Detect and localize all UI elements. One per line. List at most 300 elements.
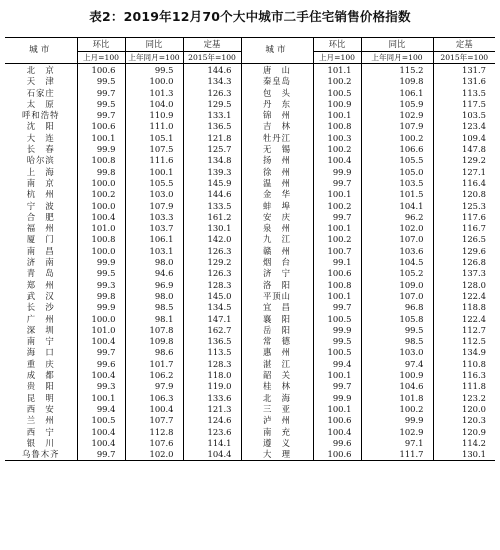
left-city-name: 贵 阳 xyxy=(26,381,55,392)
left-fixed-value: 145.0 xyxy=(183,291,241,302)
left-mom-value: 99.7 xyxy=(77,347,125,358)
left-mom-value: 100.4 xyxy=(77,336,125,347)
left-city-name: 天 津 xyxy=(26,76,55,87)
left-yoy-value: 112.8 xyxy=(125,427,183,438)
right-city-name: 金 华 xyxy=(241,189,313,200)
left-fixed-value: 134.5 xyxy=(183,302,241,313)
left-city-name: 长 春 xyxy=(26,144,55,155)
right-city-name: 湛 江 xyxy=(241,359,313,370)
left-fixed-value: 121.3 xyxy=(183,404,241,415)
left-yoy-value: 96.9 xyxy=(125,280,183,291)
right-city-name: 泸 州 xyxy=(241,415,313,426)
right-mom-value: 100.2 xyxy=(313,201,361,212)
right-city-name: 包 头 xyxy=(241,88,313,99)
right-yoy-value: 100.2 xyxy=(361,133,433,144)
right-fixed-value: 120.8 xyxy=(433,189,495,200)
right-yoy-value: 103.5 xyxy=(361,178,433,189)
left-yoy-value: 111.6 xyxy=(125,155,183,166)
right-fixed-value: 116.3 xyxy=(433,370,495,381)
right-mom-value: 100.1 xyxy=(313,110,361,121)
right-yoy-value: 111.7 xyxy=(361,449,433,461)
right-mom-value: 100.1 xyxy=(313,404,361,415)
left-city-name: 济 南 xyxy=(26,257,55,268)
right-city-name: 三 亚 xyxy=(241,404,313,415)
right-fixed-value: 127.1 xyxy=(433,167,495,178)
left-city-name: 太 原 xyxy=(26,98,55,109)
left-city-name: 西 安 xyxy=(26,403,55,414)
right-fixed-value: 110.8 xyxy=(433,359,495,370)
left-city-name: 厦 门 xyxy=(26,234,55,245)
header-city-right: 城市 xyxy=(241,38,313,64)
right-fixed-value: 126.8 xyxy=(433,257,495,268)
left-mom-value: 100.4 xyxy=(77,438,125,449)
left-city-name: 杭 州 xyxy=(26,189,55,200)
left-fixed-value: 133.1 xyxy=(183,110,241,121)
right-city-name: 北 海 xyxy=(241,393,313,404)
right-mom-value: 100.5 xyxy=(313,314,361,325)
right-yoy-value: 101.5 xyxy=(361,189,433,200)
header-fixed-left: 定基 xyxy=(183,38,241,52)
right-city-name: 扬 州 xyxy=(241,155,313,166)
right-mom-value: 100.7 xyxy=(313,246,361,257)
left-mom-value: 100.0 xyxy=(77,246,125,257)
right-yoy-value: 96.8 xyxy=(361,302,433,313)
right-fixed-value: 123.2 xyxy=(433,393,495,404)
right-yoy-value: 107.0 xyxy=(361,291,433,302)
left-city-name: 哈尔滨 xyxy=(26,155,55,166)
right-fixed-value: 129.2 xyxy=(433,155,495,166)
left-yoy-value: 98.0 xyxy=(125,257,183,268)
right-yoy-value: 102.9 xyxy=(361,427,433,438)
left-fixed-value: 126.3 xyxy=(183,88,241,99)
left-city-name: 石家庄 xyxy=(26,87,55,98)
left-fixed-value: 136.5 xyxy=(183,336,241,347)
right-yoy-value: 97.4 xyxy=(361,359,433,370)
right-city-name: 蚌 埠 xyxy=(241,201,313,212)
table-row xyxy=(5,234,495,245)
table-row xyxy=(5,155,495,166)
left-yoy-value: 107.7 xyxy=(125,415,183,426)
table-row xyxy=(5,359,495,370)
right-fixed-value: 134.9 xyxy=(433,347,495,358)
right-fixed-value: 147.8 xyxy=(433,144,495,155)
left-yoy-value: 100.1 xyxy=(125,167,183,178)
header-yoy-right: 同比 xyxy=(361,38,433,52)
right-yoy-value: 99.9 xyxy=(361,415,433,426)
left-fixed-value: 133.5 xyxy=(183,201,241,212)
right-yoy-value: 106.6 xyxy=(361,144,433,155)
left-yoy-value: 99.5 xyxy=(125,64,183,77)
right-mom-value: 100.2 xyxy=(313,144,361,155)
left-mom-value: 99.7 xyxy=(77,110,125,121)
right-yoy-value: 107.0 xyxy=(361,234,433,245)
right-city-name: 岳 阳 xyxy=(241,325,313,336)
right-fixed-value: 120.9 xyxy=(433,427,495,438)
right-fixed-value: 116.7 xyxy=(433,223,495,234)
right-mom-value: 99.1 xyxy=(313,257,361,268)
right-fixed-value: 125.3 xyxy=(433,201,495,212)
right-mom-value: 100.1 xyxy=(313,291,361,302)
right-city-name: 吉 林 xyxy=(241,121,313,132)
table-row xyxy=(5,212,495,223)
left-yoy-value: 111.0 xyxy=(125,121,183,132)
header-mom-right: 环比 xyxy=(313,38,361,52)
header-yoy-sub-left: 上年同月=100 xyxy=(125,52,183,64)
table-row xyxy=(5,88,495,99)
right-fixed-value: 109.4 xyxy=(433,133,495,144)
right-fixed-value: 131.7 xyxy=(433,64,495,77)
left-fixed-value: 128.3 xyxy=(183,359,241,370)
right-city-name: 襄 阳 xyxy=(241,314,313,325)
right-city-name: 秦皇岛 xyxy=(241,76,313,87)
table-row xyxy=(5,438,495,449)
left-mom-value: 99.3 xyxy=(77,280,125,291)
left-fixed-value: 129.5 xyxy=(183,99,241,110)
left-fixed-value: 133.6 xyxy=(183,393,241,404)
left-fixed-value: 129.2 xyxy=(183,257,241,268)
left-yoy-value: 106.3 xyxy=(125,393,183,404)
left-fixed-value: 130.1 xyxy=(183,223,241,234)
left-city-name: 武 汉 xyxy=(26,290,55,301)
table-row xyxy=(5,325,495,336)
right-yoy-value: 103.6 xyxy=(361,246,433,257)
left-fixed-value: 121.8 xyxy=(183,133,241,144)
right-city-name: 唐 山 xyxy=(241,64,313,77)
left-mom-value: 100.6 xyxy=(77,64,125,77)
right-city-name: 温 州 xyxy=(241,178,313,189)
left-fixed-value: 134.3 xyxy=(183,76,241,87)
right-fixed-value: 113.5 xyxy=(433,88,495,99)
right-fixed-value: 117.6 xyxy=(433,212,495,223)
right-city-name: 桂 林 xyxy=(241,381,313,392)
left-yoy-value: 105.5 xyxy=(125,178,183,189)
right-yoy-value: 115.2 xyxy=(361,64,433,77)
right-fixed-value: 122.4 xyxy=(433,291,495,302)
right-fixed-value: 116.4 xyxy=(433,178,495,189)
left-mom-value: 100.0 xyxy=(77,201,125,212)
header-city-left: 城市 xyxy=(5,38,77,64)
table-row xyxy=(5,336,495,347)
left-yoy-value: 103.0 xyxy=(125,189,183,200)
left-mom-value: 99.8 xyxy=(77,291,125,302)
right-yoy-value: 104.5 xyxy=(361,257,433,268)
left-mom-value: 100.8 xyxy=(77,155,125,166)
right-city-name: 烟 台 xyxy=(241,257,313,268)
left-fixed-value: 125.7 xyxy=(183,144,241,155)
header-mom-sub-left: 上月=100 xyxy=(77,52,125,64)
left-fixed-value: 104.4 xyxy=(183,449,241,461)
left-city-name: 福 州 xyxy=(26,223,55,234)
left-yoy-value: 107.8 xyxy=(125,325,183,336)
left-fixed-value: 114.1 xyxy=(183,438,241,449)
left-city-name: 长 沙 xyxy=(26,302,55,313)
left-mom-value: 99.9 xyxy=(77,302,125,313)
left-mom-value: 99.5 xyxy=(77,99,125,110)
left-fixed-value: 124.6 xyxy=(183,415,241,426)
table-row xyxy=(5,99,495,110)
right-mom-value: 100.1 xyxy=(313,189,361,200)
left-yoy-value: 107.9 xyxy=(125,201,183,212)
left-city-name: 南 昌 xyxy=(26,245,55,256)
right-mom-value: 100.9 xyxy=(313,99,361,110)
price-index-table xyxy=(5,37,495,461)
left-mom-value: 99.5 xyxy=(77,268,125,279)
right-mom-value: 100.1 xyxy=(313,370,361,381)
left-fixed-value: 136.5 xyxy=(183,121,241,132)
left-mom-value: 100.5 xyxy=(77,415,125,426)
table-row xyxy=(5,64,495,77)
right-city-name: 泉 州 xyxy=(241,223,313,234)
left-yoy-value: 104.0 xyxy=(125,99,183,110)
right-yoy-value: 103.0 xyxy=(361,347,433,358)
table-row xyxy=(5,133,495,144)
right-mom-value: 99.9 xyxy=(313,393,361,404)
left-mom-value: 101.0 xyxy=(77,325,125,336)
left-city-name: 重 庆 xyxy=(26,358,55,369)
right-city-name: 遵 义 xyxy=(241,438,313,449)
left-mom-value: 99.8 xyxy=(77,167,125,178)
left-fixed-value: 123.6 xyxy=(183,427,241,438)
right-mom-value: 100.6 xyxy=(313,268,361,279)
right-fixed-value: 123.4 xyxy=(433,121,495,132)
right-city-name: 安 庆 xyxy=(241,212,313,223)
left-yoy-value: 106.2 xyxy=(125,370,183,381)
header-mom-left: 环比 xyxy=(77,38,125,52)
header-fixed-sub-right: 2015年=100 xyxy=(433,52,495,64)
left-city-name: 宁 波 xyxy=(26,200,55,211)
right-fixed-value: 111.8 xyxy=(433,381,495,392)
left-fixed-value: 145.9 xyxy=(183,178,241,189)
left-fixed-value: 139.3 xyxy=(183,167,241,178)
table-row xyxy=(5,201,495,212)
right-mom-value: 100.8 xyxy=(313,280,361,291)
left-mom-value: 101.0 xyxy=(77,223,125,234)
left-mom-value: 100.8 xyxy=(77,234,125,245)
table-row xyxy=(5,268,495,279)
left-yoy-value: 101.7 xyxy=(125,359,183,370)
right-mom-value: 99.9 xyxy=(313,325,361,336)
left-yoy-value: 103.1 xyxy=(125,246,183,257)
right-mom-value: 100.6 xyxy=(313,449,361,461)
left-city-name: 大 连 xyxy=(26,132,55,143)
right-yoy-value: 106.1 xyxy=(361,88,433,99)
left-yoy-value: 100.4 xyxy=(125,404,183,415)
table-row xyxy=(5,427,495,438)
left-yoy-value: 107.5 xyxy=(125,144,183,155)
right-yoy-value: 105.9 xyxy=(361,99,433,110)
right-fixed-value: 122.4 xyxy=(433,314,495,325)
header-fixed-right: 定基 xyxy=(433,38,495,52)
right-mom-value: 99.6 xyxy=(313,438,361,449)
left-fixed-value: 142.0 xyxy=(183,234,241,245)
left-yoy-value: 106.1 xyxy=(125,234,183,245)
right-city-name: 韶 关 xyxy=(241,370,313,381)
left-mom-value: 99.3 xyxy=(77,381,125,392)
left-mom-value: 100.0 xyxy=(77,314,125,325)
table-row xyxy=(5,280,495,291)
left-yoy-value: 107.6 xyxy=(125,438,183,449)
right-yoy-value: 105.8 xyxy=(361,314,433,325)
left-city-name: 青 岛 xyxy=(26,268,55,279)
left-yoy-value: 103.3 xyxy=(125,212,183,223)
table-row xyxy=(5,415,495,426)
table-row xyxy=(5,347,495,358)
right-yoy-value: 102.0 xyxy=(361,223,433,234)
right-yoy-value: 101.8 xyxy=(361,393,433,404)
right-fixed-value: 126.5 xyxy=(433,234,495,245)
right-mom-value: 101.1 xyxy=(313,64,361,77)
right-fixed-value: 120.3 xyxy=(433,415,495,426)
left-fixed-value: 128.3 xyxy=(183,280,241,291)
left-yoy-value: 105.1 xyxy=(125,133,183,144)
left-yoy-value: 98.0 xyxy=(125,291,183,302)
right-mom-value: 100.4 xyxy=(313,155,361,166)
left-yoy-value: 102.0 xyxy=(125,449,183,461)
left-yoy-value: 110.9 xyxy=(125,110,183,121)
table-row xyxy=(5,381,495,392)
right-mom-value: 100.8 xyxy=(313,121,361,132)
left-mom-value: 100.2 xyxy=(77,189,125,200)
table-row xyxy=(5,189,495,200)
right-city-name: 丹 东 xyxy=(241,99,313,110)
left-fixed-value: 161.2 xyxy=(183,212,241,223)
right-fixed-value: 117.5 xyxy=(433,99,495,110)
left-city-name: 广 州 xyxy=(26,313,55,324)
right-yoy-value: 104.6 xyxy=(361,381,433,392)
left-fixed-value: 147.1 xyxy=(183,314,241,325)
right-city-name: 惠 州 xyxy=(241,347,313,358)
left-mom-value: 99.7 xyxy=(77,88,125,99)
right-yoy-value: 109.0 xyxy=(361,280,433,291)
table-row xyxy=(5,257,495,268)
left-mom-value: 100.1 xyxy=(77,393,125,404)
right-yoy-value: 109.8 xyxy=(361,76,433,87)
left-yoy-value: 100.0 xyxy=(125,76,183,87)
right-city-name: 南 充 xyxy=(241,427,313,438)
left-yoy-value: 94.6 xyxy=(125,268,183,279)
header-fixed-sub-left: 2015年=100 xyxy=(183,52,241,64)
left-city-name: 南 京 xyxy=(26,177,55,188)
table-row xyxy=(5,291,495,302)
left-city-name: 西 宁 xyxy=(26,426,55,437)
table-row xyxy=(5,167,495,178)
right-yoy-value: 105.0 xyxy=(361,167,433,178)
right-mom-value: 100.5 xyxy=(313,88,361,99)
left-mom-value: 100.4 xyxy=(77,212,125,223)
left-yoy-value: 98.1 xyxy=(125,314,183,325)
right-city-name: 无 锡 xyxy=(241,144,313,155)
table-row xyxy=(5,302,495,313)
right-fixed-value: 103.5 xyxy=(433,110,495,121)
table-row xyxy=(5,449,495,461)
right-city-name: 平顶山 xyxy=(241,291,313,302)
right-fixed-value: 130.1 xyxy=(433,449,495,461)
right-fixed-value: 112.5 xyxy=(433,336,495,347)
right-city-name: 牡丹江 xyxy=(241,133,313,144)
page-title: 表2：2019年12月70个大中城市二手住宅销售价格指数 xyxy=(89,9,411,24)
right-mom-value: 99.4 xyxy=(313,359,361,370)
right-mom-value: 100.2 xyxy=(313,234,361,245)
left-fixed-value: 126.3 xyxy=(183,246,241,257)
left-mom-value: 99.5 xyxy=(77,76,125,87)
right-fixed-value: 112.7 xyxy=(433,325,495,336)
right-fixed-value: 114.2 xyxy=(433,438,495,449)
right-mom-value: 99.7 xyxy=(313,302,361,313)
left-mom-value: 99.6 xyxy=(77,359,125,370)
right-yoy-value: 105.5 xyxy=(361,155,433,166)
table-row xyxy=(5,370,495,381)
left-city-name: 银 川 xyxy=(26,437,55,448)
left-fixed-value: 134.8 xyxy=(183,155,241,166)
left-mom-value: 99.9 xyxy=(77,144,125,155)
left-fixed-value: 118.0 xyxy=(183,370,241,381)
left-city-name: 沈 阳 xyxy=(26,121,55,132)
left-city-name: 乌鲁木齐 xyxy=(5,449,77,461)
left-city-name: 郑 州 xyxy=(26,279,55,290)
table-row xyxy=(5,393,495,404)
left-yoy-value: 103.7 xyxy=(125,223,183,234)
table-row xyxy=(5,314,495,325)
left-yoy-value: 97.9 xyxy=(125,381,183,392)
right-city-name: 济 宁 xyxy=(241,268,313,279)
left-fixed-value: 113.5 xyxy=(183,347,241,358)
left-fixed-value: 162.7 xyxy=(183,325,241,336)
right-yoy-value: 104.1 xyxy=(361,201,433,212)
right-city-name: 常 德 xyxy=(241,336,313,347)
right-yoy-value: 107.9 xyxy=(361,121,433,132)
right-yoy-value: 100.2 xyxy=(361,404,433,415)
right-city-name: 赣 州 xyxy=(241,246,313,257)
right-mom-value: 100.2 xyxy=(313,76,361,87)
left-city-name: 深 圳 xyxy=(26,324,55,335)
right-fixed-value: 118.8 xyxy=(433,302,495,313)
right-mom-value: 100.4 xyxy=(313,427,361,438)
right-mom-value: 100.6 xyxy=(313,415,361,426)
left-yoy-value: 109.8 xyxy=(125,336,183,347)
right-city-name: 徐 州 xyxy=(241,167,313,178)
right-yoy-value: 102.9 xyxy=(361,110,433,121)
right-yoy-value: 96.2 xyxy=(361,212,433,223)
right-fixed-value: 137.3 xyxy=(433,268,495,279)
left-mom-value: 100.6 xyxy=(77,121,125,132)
right-yoy-value: 105.2 xyxy=(361,268,433,279)
table-row xyxy=(5,110,495,121)
header-yoy-sub-right: 上年同月=100 xyxy=(361,52,433,64)
table-header xyxy=(5,38,495,64)
right-city-name: 洛 阳 xyxy=(241,280,313,291)
table-row xyxy=(5,144,495,155)
left-yoy-value: 98.5 xyxy=(125,302,183,313)
right-fixed-value: 129.6 xyxy=(433,246,495,257)
right-fixed-value: 131.6 xyxy=(433,76,495,87)
right-fixed-value: 128.0 xyxy=(433,280,495,291)
right-mom-value: 100.5 xyxy=(313,347,361,358)
left-mom-value: 100.4 xyxy=(77,370,125,381)
right-yoy-value: 98.5 xyxy=(361,336,433,347)
right-mom-value: 99.7 xyxy=(313,178,361,189)
left-mom-value: 99.4 xyxy=(77,404,125,415)
right-mom-value: 99.5 xyxy=(313,336,361,347)
right-city-name: 锦 州 xyxy=(241,110,313,121)
left-fixed-value: 144.6 xyxy=(183,189,241,200)
left-fixed-value: 119.0 xyxy=(183,381,241,392)
table-row xyxy=(5,76,495,87)
left-mom-value: 100.0 xyxy=(77,178,125,189)
right-mom-value: 99.7 xyxy=(313,381,361,392)
left-city-name: 合 肥 xyxy=(26,211,55,222)
left-city-name: 兰 州 xyxy=(26,415,55,426)
left-mom-value: 100.1 xyxy=(77,133,125,144)
